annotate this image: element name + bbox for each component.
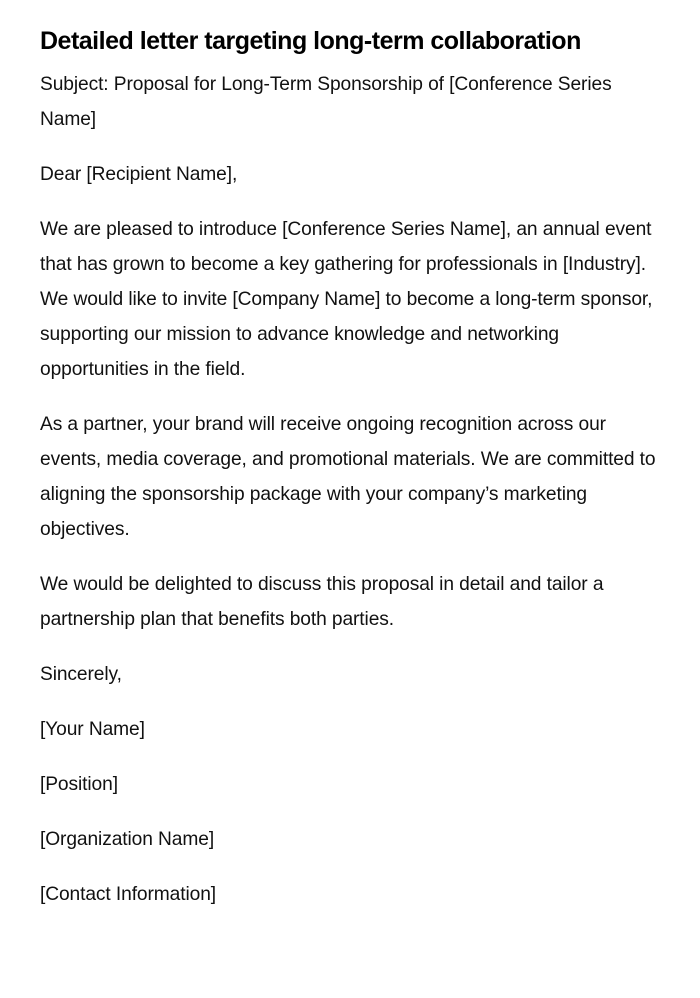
salutation: Dear [Recipient Name],: [40, 164, 238, 185]
body-paragraph-call-to-action: We would be delighted to discuss this proposal in detail and tailor a partnership plan that benefits both parties.: [40, 574, 604, 630]
body-paragraph-benefits: As a partner, your brand will receive ongoing recognition across our events, media coverage, and promotional materials. We are committed to aligning the sponsorship package with your company’s marketing objectives.: [40, 414, 656, 540]
closing: Sincerely,: [40, 664, 122, 685]
document-title: Detailed letter targeting long-term collaboration: [40, 27, 581, 55]
subject-line: Subject: Proposal for Long-Term Sponsorship of [Conference Series Name]: [40, 74, 612, 130]
signature-position: [Position]: [40, 774, 118, 795]
signature-organization: [Organization Name]: [40, 829, 215, 850]
body-paragraph-intro: We are pleased to introduce [Conference Series Name], an annual event that has grown to become a key gathering for professionals in [Industry]. We would like to invite [Company Name] to become a long-term sponsor, supporting our mission to advance knowledge and networking opportunities in the field.: [40, 219, 653, 380]
signature-name: [Your Name]: [40, 719, 145, 740]
signature-contact: [Contact Information]: [40, 884, 217, 905]
